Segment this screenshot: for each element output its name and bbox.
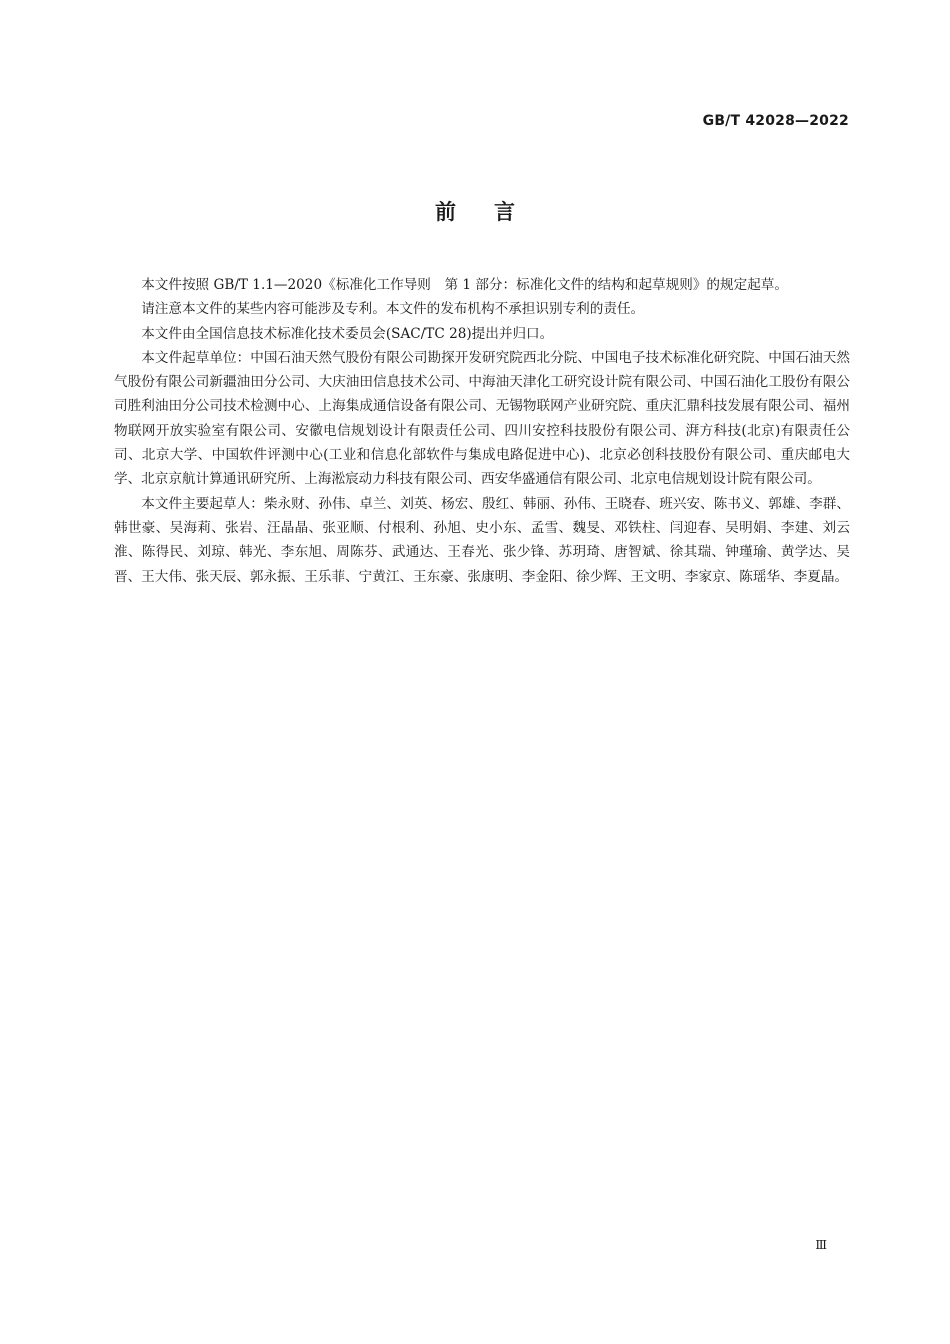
paragraph-patent-notice: 请注意本文件的某些内容可能涉及专利。本文件的发布机构不承担识别专利的责任。 (141, 301, 645, 318)
document-body (114, 273, 850, 589)
page-title: 前言 (435, 200, 553, 224)
paragraph-proposer: 本文件由全国信息技术标准化技术委员会(SAC/TC 28)提出并归口。 (141, 325, 554, 342)
page-number: Ⅲ (815, 1238, 827, 1252)
paragraph-drafters: 本文件主要起草人：柴永财、孙伟、卓兰、刘英、杨宏、殷红、韩丽、孙伟、王晓春、班兴安、陈书义、郭雄、李群、韩世豪、吴海莉、张岩、汪晶晶、张亚顺、付根利、孙旭、史小东、孟雪、魏旻、邓铁柱、闫迎春、吴明娟、李建、刘云淮、陈得民、刘琼、韩光、李东旭、周陈芬、武通达、王春光、张少锋、苏玥琦、唐智斌、徐其瑞、钟瑾瑜、黄学达、吴晋、王大伟、张天辰、郭永振、王乐菲、宁黄江、王东豪、张康明、李金阳、徐少辉、王文明、李家京、陈瑶华、李夏晶。 (114, 495, 850, 585)
paragraph-drafting-rules: 本文件按照 GB/T 1.1—2020《标准化工作导则 第 1 部分：标准化文件的结构和起草规则》的规定起草。 (141, 277, 788, 293)
paragraph-drafting-units: 本文件起草单位：中国石油天然气股份有限公司勘探开发研究院西北分院、中国电子技术标准化研究院、中国石油天然气股份有限公司新疆油田分公司、大庆油田信息技术公司、中海油天津化工研究设计院有限公司、中国石油化工股份有限公司胜利油田分公司技术检测中心、上海集成通信设备有限公司、无锡物联网产业研究院、重庆汇鼎科技发展有限公司、福州物联网开放实验室有限公司、安徽电信规划设计有限责任公司、四川安控科技股份有限公司、湃方科技(北京)有限责任公司、北京大学、中国软件评测中心(工业和信息化部软件与集成电路促进中心)、北京必创科技股份有限公司、重庆邮电大学、北京京航计算通讯研究所、上海淞宸动力科技有限公司、西安华盛通信有限公司、北京电信规划设计院有限公司。 (114, 349, 850, 488)
document-code: GB/T 42028—2022 (702, 113, 849, 129)
